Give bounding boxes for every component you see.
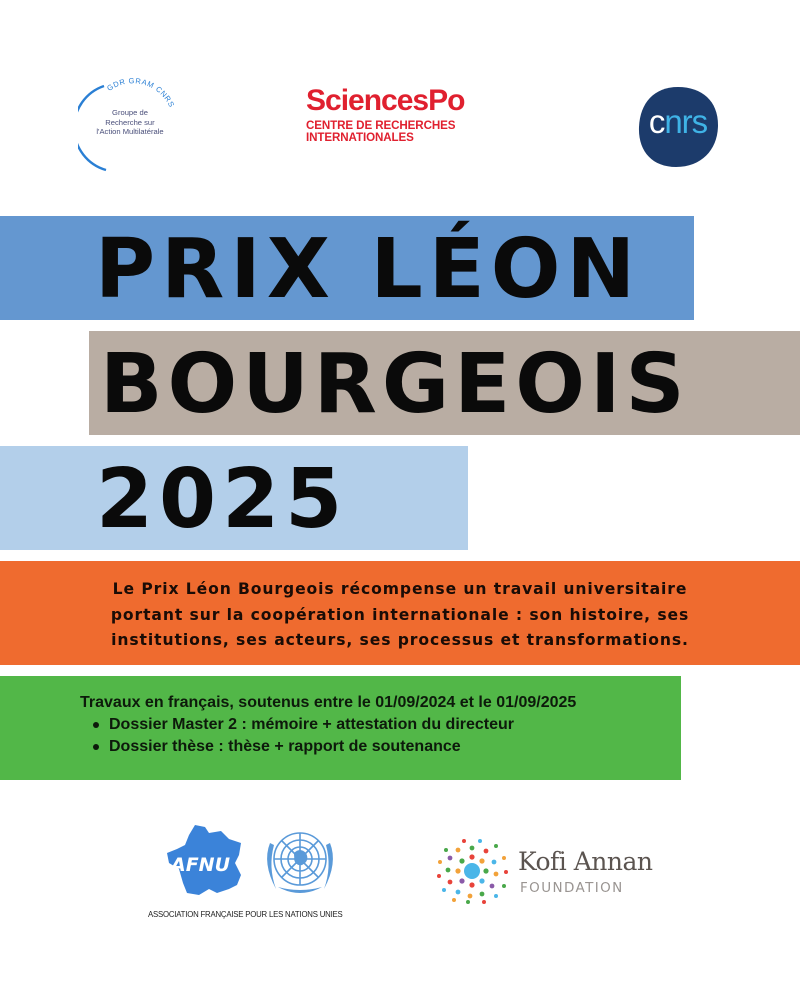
un-emblem [258,823,342,899]
description-line: institutions, ses acteurs, ses processus et transformations. [111,631,689,649]
sciencespo-subtitle [306,120,506,144]
title-line-3: 2025 [96,452,349,547]
sciencespo-name: SciencesPo [306,84,465,117]
cnrs-c: c [648,103,665,140]
requirements-item [92,736,514,758]
title-line-1: PRIX LÉON [95,222,642,317]
cnrs-logo [636,85,720,169]
afnu-logo [165,823,255,899]
un-emblem-icon [258,823,342,899]
kofi-annan-foundation: FOUNDATION [520,880,624,896]
sciencespo-logo [306,86,506,144]
title-line-2: BOURGEOIS [100,337,690,432]
gdr-text [90,108,170,137]
svg-text:GDR GRAM CNRS: GDR GRAM CNRS [105,78,177,109]
cnrs-nrs: nrs [664,103,708,140]
description-line: portant sur la coopération internationale : son histoire, ses [110,605,690,624]
gdr-line: l'Action Multilatérale [96,127,164,136]
requirements-item-text: Dossier thèse : thèse + rapport de soutenance [109,738,461,755]
bullet-icon [93,722,99,728]
requirements-box [0,676,681,780]
requirements-item-text: Dossier Master 2 : mémoire + attestation du directeur [109,716,515,733]
gdr-gram-logo [78,78,178,174]
kofi-annan-logo [436,838,656,904]
requirements-item [92,714,514,736]
svg-text:AFNU: AFNU [171,854,231,876]
kofi-dots-icon [436,838,512,904]
description-box [0,561,800,665]
requirements-list [92,714,514,758]
kofi-annan-name: Kofi Annan [518,847,653,876]
gdr-line: Groupe de [112,108,148,117]
france-map-icon [165,823,255,899]
description-line: Le Prix Léon Bourgeois récompense un travail universitaire [112,580,688,598]
sciencespo-sub-line: CENTRE DE RECHERCHES [306,119,456,132]
gdr-line: Recherche sur [105,117,155,127]
requirements-heading: Travaux en français, soutenus entre le 01/09/2024 et le 01/09/2025 [80,694,577,711]
bullet-icon [93,744,99,750]
description-text [0,577,800,654]
sciencespo-sub-line: INTERNATIONALES [306,131,414,144]
afnu-caption: ASSOCIATION FRANÇAISE POUR LES NATIONS UNIES [148,910,343,919]
cnrs-wordmark [636,105,720,139]
